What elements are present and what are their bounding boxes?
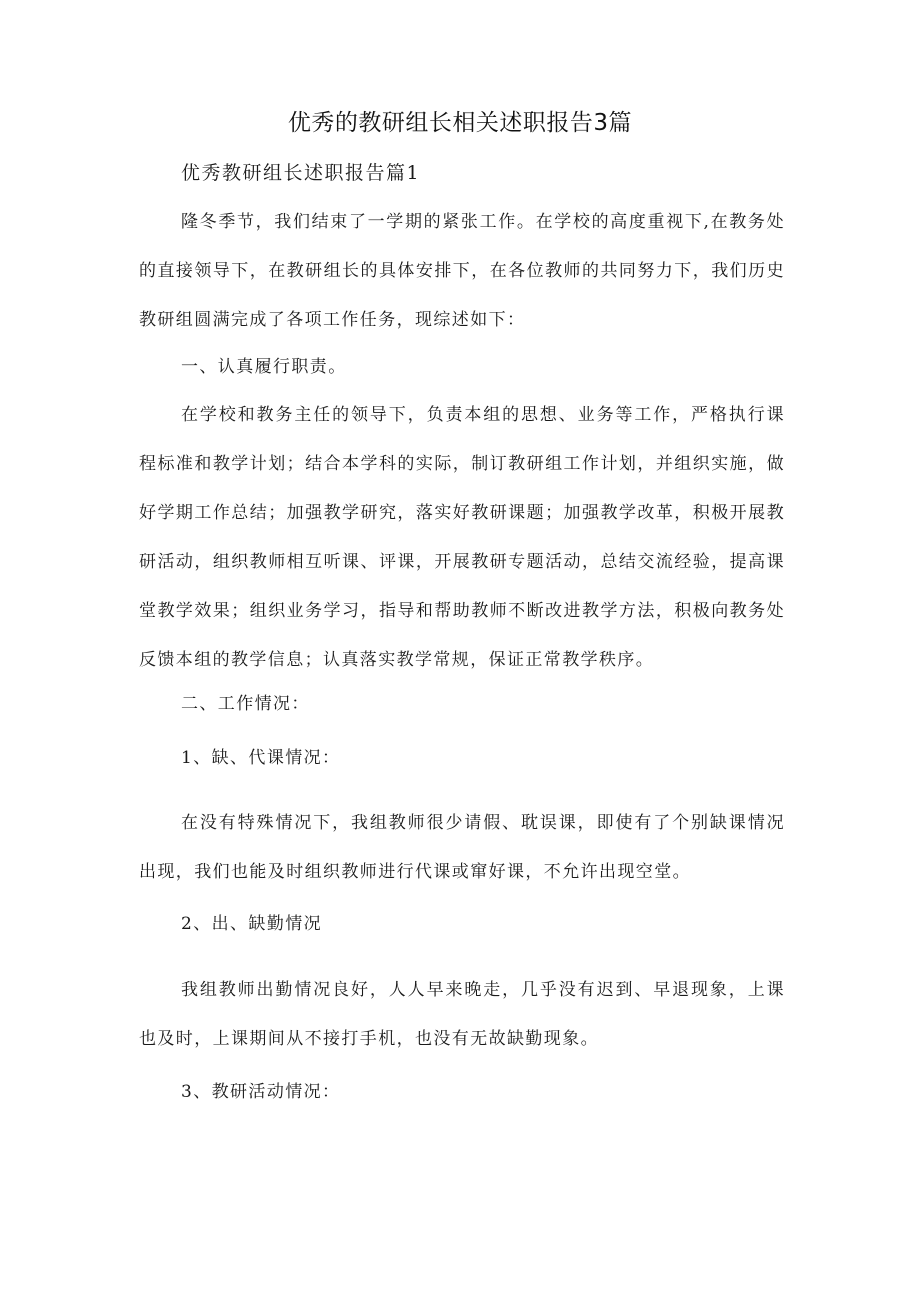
item2-paragraph: 我组教师出勤情况良好，人人早来晚走，几乎没有迟到、早退现象，上课也及时，上课期间从不接打手机，也没有无故缺勤现象。 — [139, 980, 785, 1049]
intro-paragraph: 隆冬季节，我们结束了一学期的紧张工作。在学校的高度重视下,在教务处的直接领导下，在教研组长的具体安排下，在各位教师的共同努力下，我们历史教研组圆满完成了各项工作任务，现综述如下： — [139, 212, 785, 330]
item1-paragraph: 在没有特殊情况下，我组教师很少请假、耽误课，即使有了个别缺课情况出现，我们也能及时组织教师进行代课或窜好课，不允许出现空堂。 — [139, 813, 785, 882]
section1-heading: 一、认真履行职责。 — [181, 357, 347, 377]
item3-heading: 3、教研活动情况： — [181, 1082, 341, 1102]
document-subtitle: 优秀教研组长述职报告篇1 — [181, 162, 421, 184]
document-title: 优秀的教研组长相关述职报告3篇 — [287, 110, 633, 136]
item2-heading: 2、出、缺勤情况 — [181, 914, 323, 934]
section1-paragraph: 在学校和教务主任的领导下，负责本组的思想、业务等工作，严格执行课程标准和教学计划；结合本学科的实际，制订教研组工作计划，并组织实施，做好学期工作总结；加强教学研究，落实好教研课题；加强教学改革，积极开展教研活动，组织教师相互听课、评课，开展教研专题活动，总结交流经验，提高课堂教学效果；组织业务学习，指导和帮助教师不断改进教学方法，积极向教务处反馈本组的教学信息；认真落实教学常规，保证正常教学秩序。 — [139, 405, 785, 670]
section2-heading: 二、工作情况： — [181, 694, 310, 714]
item1-heading: 1、缺、代课情况： — [181, 748, 341, 768]
